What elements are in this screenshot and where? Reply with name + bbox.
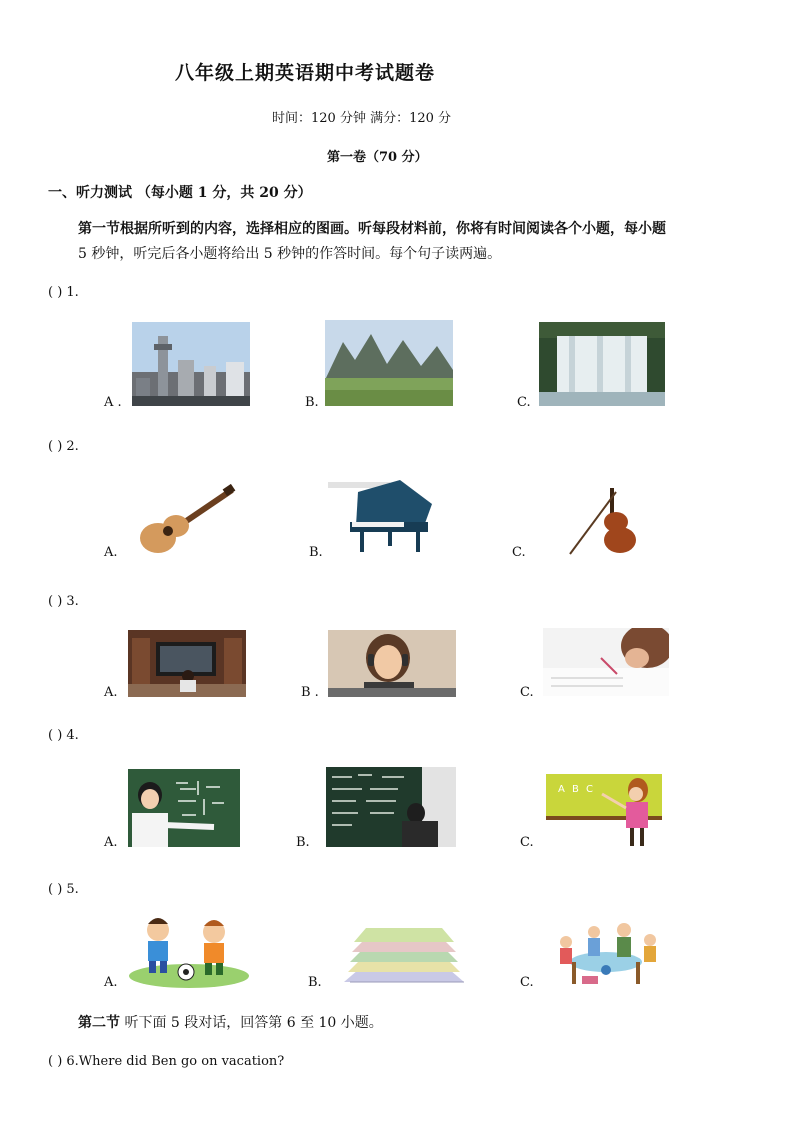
hand-writing-icon (543, 628, 669, 696)
man-writing-on-board-icon (326, 767, 456, 847)
guitar-icon (136, 484, 236, 558)
q1-option-a-label: A . (104, 395, 122, 410)
question-1-label: ( ) 1. (48, 285, 79, 300)
q3-option-a-label: A. (104, 685, 118, 700)
section1-intro-text: 第一节根据所听到的内容，选择相应的图画。听每段材料前，你将有时间阅读各个小题，每小题 (78, 221, 666, 237)
question-6-label: ( ) 6.Where did Ben go on vacation? (48, 1054, 285, 1069)
teacher-at-blackboard-icon (128, 769, 240, 847)
q2-option-c-label: C. (512, 545, 526, 560)
q5-option-a-label: A. (104, 975, 118, 990)
q4-option-c-label: C. (520, 835, 534, 850)
q3-option-b-label: B . (301, 685, 319, 700)
q3-option-c-label: C. (520, 685, 534, 700)
svg-text:B: B (572, 784, 579, 795)
q4-option-a-label: A. (104, 835, 118, 850)
piano-icon (328, 478, 440, 554)
page-title: 八年级上期英语期中考试题卷 (175, 62, 436, 84)
section2-heading: 第二节 (78, 1015, 120, 1031)
mountain-landscape-icon (325, 320, 453, 406)
svg-text:C: C (586, 784, 593, 795)
q2-option-b-label: B. (309, 545, 323, 560)
waterfall-icon (539, 322, 665, 406)
boys-playing-soccer-icon (128, 914, 250, 988)
question-3-label: ( ) 3. (48, 594, 79, 609)
child-watching-tv-icon (128, 630, 246, 697)
violin-icon (566, 484, 648, 556)
q2-option-a-label: A. (104, 545, 118, 560)
volume-label: 第一卷（70 分） (327, 150, 428, 165)
stack-of-books-icon (338, 920, 470, 988)
section2-text: 听下面 5 段对话，回答第 6 至 10 小题。 (120, 1015, 383, 1031)
question-2-label: ( ) 2. (48, 439, 79, 454)
question-4-label: ( ) 4. (48, 728, 79, 743)
girl-listening-headphones-icon (328, 630, 456, 697)
cartoon-teacher-abc-icon (546, 772, 664, 848)
section1-intro-line2: 5 秒钟，听完后各小题将给出 5 秒钟的作答时间。每个句子读两遍。 (78, 246, 502, 262)
exam-meta: 时间：120 分钟 满分：120 分 (272, 111, 452, 126)
q5-option-b-label: B. (308, 975, 322, 990)
q5-option-c-label: C. (520, 975, 534, 990)
family-dinner-icon (546, 918, 666, 988)
city-skyline-icon (132, 322, 250, 406)
section1-intro-line1 (78, 218, 666, 238)
q4-option-b-label: B. (296, 835, 310, 850)
q1-option-b-label: B. (305, 395, 319, 410)
question-5-label: ( ) 5. (48, 882, 79, 897)
svg-text:A: A (558, 784, 565, 795)
section2-instructions (78, 1012, 383, 1032)
q1-option-c-label: C. (517, 395, 531, 410)
section-heading-listening: 一、听力测试 （每小题 1 分，共 20 分） (48, 185, 312, 201)
